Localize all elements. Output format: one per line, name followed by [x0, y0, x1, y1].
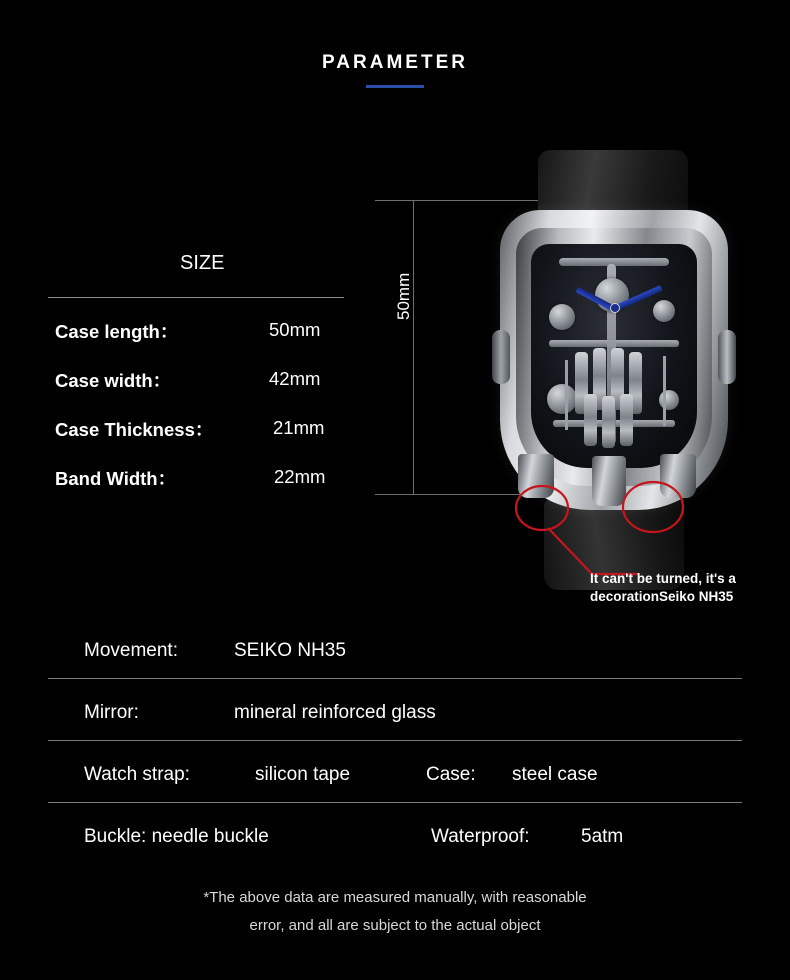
spec-value-case: steel case — [512, 764, 598, 785]
spec-value-waterproof: 5atm — [581, 826, 624, 847]
movement-gear — [547, 384, 577, 414]
movement-piston — [584, 394, 597, 446]
spec-row-strap-case — [48, 752, 742, 814]
dimension-cap-top — [406, 200, 421, 201]
spec-row-mirror — [48, 690, 742, 752]
title-underline — [366, 85, 424, 88]
watch-image — [470, 150, 750, 590]
decorative-crown-center — [592, 456, 626, 506]
spec-label-watch-strap: Watch strap: — [84, 764, 190, 785]
movement-rod — [663, 356, 666, 426]
watch-lug-left — [492, 330, 510, 384]
spec-value-mirror: mineral reinforced glass — [234, 702, 436, 723]
spec-label-waterproof: Waterproof: — [431, 826, 530, 847]
spec-table — [48, 628, 742, 876]
movement-piston — [602, 396, 615, 448]
watch-dial — [531, 244, 697, 468]
watch-diagram — [370, 150, 790, 620]
size-row-value: 42mm — [269, 368, 321, 389]
dimension-cap-bottom — [406, 494, 421, 495]
watch-case — [500, 210, 728, 510]
size-row — [48, 367, 348, 416]
decorative-crown-right — [660, 454, 696, 498]
watch-bezel — [516, 228, 712, 486]
movement-gear — [549, 304, 575, 330]
movement-rod — [565, 360, 568, 430]
size-row — [48, 318, 348, 367]
page-title: PARAMETER — [322, 52, 468, 73]
footnote-line-2: error, and all are subject to the actual object — [249, 916, 541, 934]
size-row-label: Band Width： — [55, 468, 177, 489]
movement-gear — [659, 390, 679, 410]
size-row-label: Case width： — [55, 370, 172, 391]
dimension-label: 50mm — [394, 272, 413, 320]
movement-gear — [653, 300, 675, 322]
spec-row-buckle-waterproof — [48, 814, 742, 876]
size-section-title: SIZE — [180, 252, 225, 274]
hands-center-cap — [610, 303, 620, 313]
spec-label-movement: Movement: — [84, 640, 178, 661]
watch-lug-right — [718, 330, 736, 384]
spec-divider — [48, 678, 742, 679]
spec-divider — [48, 740, 742, 741]
annotation-text: It can't be turned, it's a decorationSeiko NH35 — [590, 571, 736, 605]
size-table — [48, 318, 348, 514]
spec-label-case: Case: — [426, 764, 476, 785]
spec-label-mirror: Mirror: — [84, 702, 139, 723]
size-row-value: 21mm — [273, 417, 325, 438]
size-row — [48, 465, 348, 514]
size-row-value: 22mm — [274, 466, 326, 487]
spec-row-movement — [48, 628, 742, 690]
decorative-crown-left — [518, 454, 554, 498]
dimension-arrow-vertical — [413, 200, 414, 494]
size-row-label: Case length： — [55, 321, 179, 342]
page-header — [0, 52, 790, 88]
spec-divider — [48, 802, 742, 803]
spec-label-buckle: Buckle: needle buckle — [84, 826, 269, 847]
size-row-value: 50mm — [269, 319, 321, 340]
size-row — [48, 416, 348, 465]
footnote — [0, 884, 790, 940]
footnote-line-1: *The above data are measured manually, with reasonable — [203, 889, 587, 906]
size-row-label: Case Thickness： — [55, 419, 214, 440]
spec-value-watch-strap: silicon tape — [255, 764, 351, 785]
spec-value-movement: SEIKO NH35 — [234, 640, 346, 661]
movement-piston — [620, 394, 633, 446]
size-divider — [48, 297, 344, 298]
